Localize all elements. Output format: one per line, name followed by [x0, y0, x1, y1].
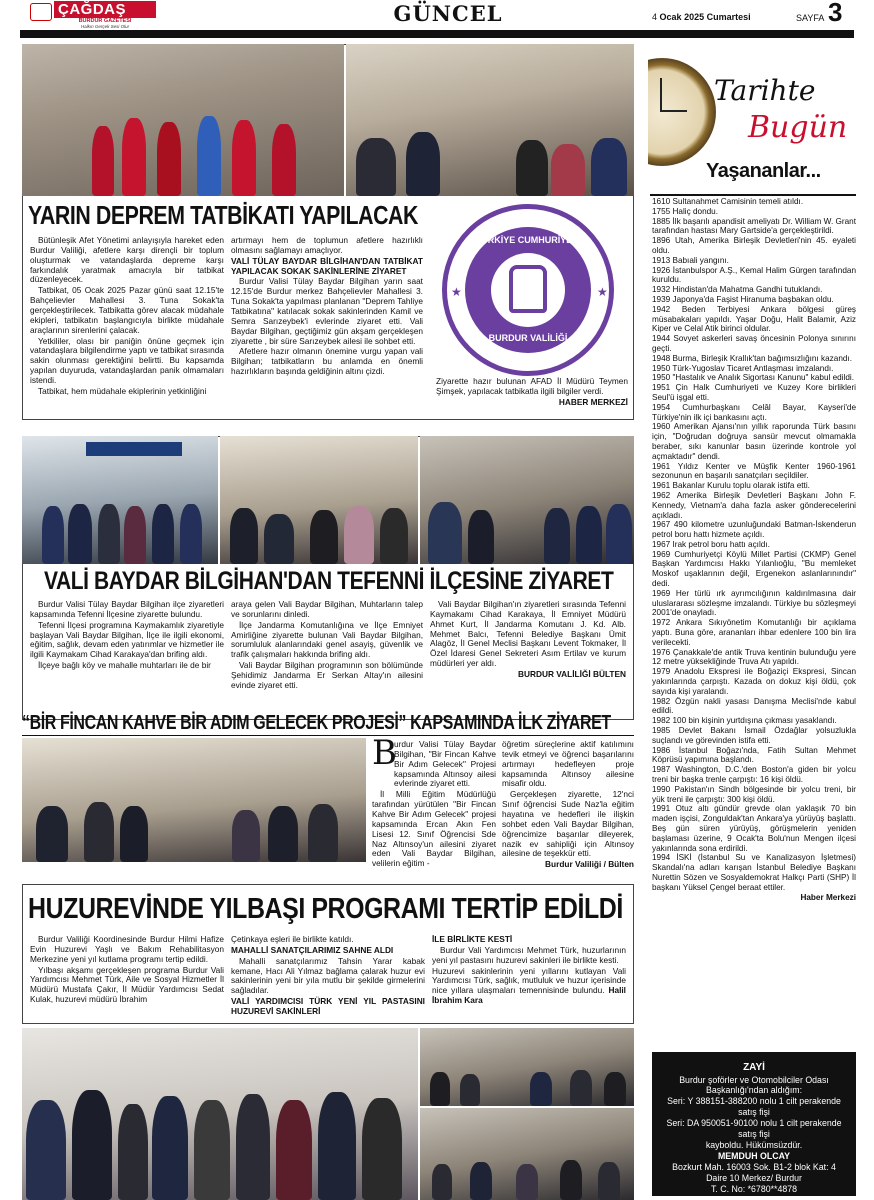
issue-date: [652, 12, 751, 23]
tarihte-entry: 1942 Beden Terbiyesi Ankara bölgesi güreş müsabakaları yapıldı. Yaşar Doğu, Halit Balamir, Aziz Kiper ve Celal Atik birinci oldular.: [652, 304, 856, 334]
logo-text: ÇAĞDAŞ: [54, 1, 156, 18]
tarihte-entry: 1969 Her türlü ırk ayrımcılığının kaldırılmasına dair uluslararası sözleşme imzalandı. Türkiye bu sözleşmeyi 2001'de onayladı.: [652, 588, 856, 618]
zayi-name: MEMDUH OLCAY: [717, 1151, 790, 1162]
article1-caption-text: Ziyarette hazır bulunan AFAD İl Müdürü Teymen Şimşek, yapılacak tatbikatla ilgili bilgiler verdi.: [436, 376, 628, 396]
photo-nursing-home-hall: [420, 1028, 634, 1106]
article2-p1: Burdur Valisi Tülay Baydar Bilgihan ilçe ziyaretleri kapsamında Tefenni İlçesine ziyarette bulundu.: [30, 599, 224, 619]
article1-signature: HABER MERKEZİ: [558, 396, 628, 407]
article1-caption: [436, 377, 628, 409]
tarihte-entry: 1932 Hindistan'da Mahatma Gandhi tutuklandı.: [652, 285, 823, 295]
photo-nursing-home-residents: [420, 1108, 634, 1200]
seal-bottom-text: BURDUR VALİLİĞİ: [488, 333, 568, 343]
article1-p2: Tatbikat, 05 Ocak 2025 Pazar günü saat 12.15'te Bahçelievler Mahallesi 3. Tuna Sokak'ta gerçekleştirilecek. Tatbikatta görev alacak müdahale ekipleri, tatbikatın başlangıcıyla birlikte müdahale araçlarının sirenlerini çalacak.: [30, 285, 224, 335]
tarihte-entry: 1610 Sultanahmet Camisinin temeli atıldı.: [652, 197, 804, 206]
zayi-line-6: satış fişi: [738, 1129, 770, 1140]
article3-p4: Gerçekleşen ziyarette, 12'nci Sınıf öğrencisi Sude Naz'la eğitim hayatına ve hedefleri ile ilişkin sohbet eden Vali Baydar Bilgihan, öğrencimize başarılar dileyerek, nazik ev sahipliği için Altınsoy ailesine de teşekkür etti.: [502, 789, 634, 859]
tarihte-entry: 1987 Washington, D.C.'den Boston'a giden bir yolcu treni bir başka trenle çarpıştı: 16 kişi öldü.: [652, 765, 856, 785]
article2-p2: Tefenni İlçesi programına Kaymakamlık ziyaretiyle başlayan Vali Baydar Bilgihan, İlçe ile ilgili ekonomi, eğitim, sağlık, devam eden yatırımlar ve hizmetler ile ilgili Kaymakam Cihad Karakaya'dan brifing aldı.: [30, 619, 224, 660]
article4-col3: [432, 935, 626, 1006]
zayi-line-1: Burdur şoförler ve Otomobilciler Odası: [679, 1074, 829, 1085]
tarihte-entry: 1885 İlk başarılı apandisit ameliyatı Dr. William W. Grant tarafından hastası Mary Gartside'a gerçekleştirildi.: [652, 216, 856, 236]
tarihte-entry: 1950 "Hastalık ve Analık Sigortası Kanunu" kabul edildi.: [652, 373, 854, 383]
article2-p5: İlçe Jandarma Komutanlığına ve İlçe Emniyet Amirliğine ziyarette bulunan Vali Baydar Bilgihan, sorumluluk alanlarındaki genel asayiş, güvenlik ve trafik çalışmaları hakkında brifing aldı.: [231, 619, 423, 660]
headline-earthquake-drill: YARIN DEPREM TATBİKATI YAPILACAK: [28, 200, 419, 230]
zayi-line-2: Başkanlığı'ndan aldığım:: [705, 1085, 803, 1096]
article4-p4: Mahalli sanatçılarımız Tahsin Yarar kabak kemane, Hacı Ali Yılmaz bağlama çalarak huzur evi sakinlerinin yeni bir yıla mutlu bir şekilde girmelerini sağladılar.: [231, 955, 425, 996]
photo-rescue-team: [22, 44, 344, 196]
photo-altinsoy-visit: [22, 738, 366, 862]
page-number: 3: [828, 0, 843, 27]
zayi-address-3: T. C. No: *6780**4878: [710, 1184, 798, 1195]
tarihte-entry: 1991 Otuz altı gündür grevde olan yaklaşık 70 bin maden işçisi, Zonguldak'tan Ankara'ya yürüyüş başlattı. Beş gün süren yürüyüş, görüşmelerin yeniden başlaması üzerine, 9 Ocak'ta Bolu'nun Mengen ilçesi yakınlarında sona erdirildi.: [652, 804, 856, 853]
tarihte-entry: 1951 Çin Halk Cumhuriyeti ve Kuzey Kore birlikleri Seul'ü işgal etti.: [652, 383, 856, 402]
zayi-address-2: Daire 10 Merkez/ Burdur: [706, 1173, 802, 1184]
article4-p2: Yılbaşı akşamı gerçekleşen programa Burdur Vali Yardımcısı Mehmet Türk, Aile ve Sosyal Hizmetler İl Müdürü Mustafa Çakır, İl Müdür Yardımcısı Sedat Kulak, huzurevi müdürü İbrahim: [30, 964, 224, 1005]
article1-p7: Afetlere hazır olmanın önemine vurgu yapan vali Bilgihan; tatbikatların bu anlamda en önemli hazırlıkların başında geldiğinin altını çizdi.: [231, 346, 423, 377]
article2-col3: [430, 600, 626, 681]
article2-p6: Vali Baydar Bilgihan programının son bölümünde Şehidimiz Jandarma Er Serkan Altay'ın ailesini evinde ziyaret etti.: [231, 660, 423, 690]
article3-col2: [502, 740, 634, 871]
tarihte-entry: 1755 Haliç dondu.: [652, 206, 719, 216]
article1-p6: Burdur Valisi Tülay Baydar Bilgihan yarın saat 12.15'de Burdur merkez Bahçelievler Mahallesi 3. Tuna Sokak'ta yapılması planlanan "Deprem Tahliye Tatbikatına" katılacak sokak sakinlerinden Kamil ve Semra Sarızeybek'i evlerinde ziyaret etti. Vali Baydar Bilgihan, geçtiğimiz gün akşam gerçekleşen ziyarette , bir süre Sarızeybek ailesi ile sohbet etti.: [231, 276, 423, 346]
page-label: SAYFA: [796, 13, 825, 23]
article3-p1: urdur Valisi Tülay Baydar Bilgihan, "Bir Fincan Kahve Bir Adım Gelecek" Projesi kapsamında Altınsoy ailesi evlerinde ziyaret etti.: [394, 739, 496, 789]
tarihte-entry: 1982 100 bin kişinin yurtdışına çıkması yasaklandı.: [652, 716, 837, 726]
date-day: 4: [652, 12, 658, 22]
seal-top-text: TÜRKİYE CUMHURİYETİ: [475, 235, 581, 245]
article3-rule: [22, 735, 634, 736]
article1-subhead: VALİ TÜLAY BAYDAR BİLGİHAN'DAN TATBİKAT YAPILACAK SOKAK SAKİNLERİNE ZİYARET: [231, 255, 423, 276]
zayi-line-7: kayboldu. Hükümsüzdür.: [705, 1140, 803, 1151]
tarihte-entries: [652, 197, 856, 1040]
article4-p3: Çetinkaya eşleri ile birlikte katıldı.: [231, 934, 354, 944]
article4-subhead1: MAHALLİ SANATÇILARIMIZ SAHNE ALDI: [231, 944, 394, 955]
article4-p1: Burdur Valiliği Koordinesinde Burdur Hilmi Hafize Evin Huzurevi Yaşlı ve Bakım Rehabilitasyon Merkezine yeni yıl kutlama programı tertip edildi.: [30, 934, 224, 964]
headline-nursing-home: HUZUREVİNDE YILBAŞI PROGRAMI TERTİP EDİLDİ: [28, 893, 623, 925]
tarihte-entry: 1979 Anadolu Ekspresi ile Boğaziçi Ekspresi, Sincan yakınlarında çarpıştı. Kazada on dokuz kişi öldü, çok sayıda kişi yaralandı.: [652, 667, 856, 696]
photo-nursing-home-group: [22, 1028, 418, 1200]
tarihte-title: Tarihte: [714, 74, 816, 107]
tarihte-entry: 1982 Özgün nakli yasası Danışma Meclisi'nde kabul edildi.: [652, 696, 856, 716]
date-month: Ocak: [659, 12, 682, 22]
article3-signature: Burdur Valiliği / Bülten: [545, 859, 634, 870]
tarihte-entry: 1896 Utah, Amerika Birleşik Devletleri'nin 45. eyaleti oldu.: [652, 236, 856, 255]
tarihte-entry: 1994 İSKİ (İstanbul Su ve Kanalizasyon İşletmesi) Skandalı'na adları karışan İstanbul Belediye Başkanı Nurettin Sözen ve Sosyaldemokrat Halkçı Parti (SHP) İl başkanı Yüksel Çengel beraat ettiler.: [652, 853, 856, 892]
pocket-watch-icon: [648, 58, 716, 166]
date-rest: 2025 Cumartesi: [684, 12, 751, 22]
tarihte-entry: 1972 Ankara Sıkıyönetim Komutanlığı bir açıklama yaptı. Buna göre, arananları ihbar edenlere 100 bin lira verilecekti.: [652, 618, 856, 647]
zayi-title: ZAYİ: [743, 1062, 765, 1073]
tarihte-bugun-banner: [648, 44, 856, 194]
tarihte-entry: 1967 Irak petrol boru hattı açıldı.: [652, 539, 770, 549]
bugun-title: Bugün: [748, 110, 848, 145]
masthead-rule: [20, 30, 854, 38]
article1-col2: [231, 236, 423, 378]
article2-signature: BURDUR VALİLİĞİ BÜLTEN: [517, 669, 626, 680]
zayi-line-5: Seri: DA 950051-90100 nolu 1 cilt perakende: [666, 1118, 842, 1129]
photo-meeting-table: [420, 436, 634, 564]
photo-family-visit: [220, 436, 418, 564]
article4-col1: [30, 935, 224, 1006]
tarihte-entry: 1954 Cumhurbaşkanı Celâl Bayar, Kayseri'de Türkiye'nin ilk içi bankasını açtı.: [652, 402, 856, 422]
article1-col1: [30, 236, 224, 398]
tarihte-entry: 1944 Sovyet askerleri savaş öncesinin Polonya sınırını geçti.: [652, 334, 856, 353]
tarihte-entry: 1986 İstanbul Boğazı'nda, Fatih Sultan Mehmet Köprüsü yapımına başlandı.: [652, 745, 856, 765]
article2-col1: [30, 600, 224, 672]
tarihte-entry: 1990 Pakistan'ın Sindh bölgesinde bir yolcu treni, bir yük treni ile çarpıştı: 300 kişi öldü.: [652, 784, 856, 804]
article3-dropcap: B: [372, 733, 397, 773]
tarihte-entry: 1939 Japonya'da Faşist Hiranuma başbakan oldu.: [652, 294, 834, 304]
headline-tefenni-visit: VALİ BAYDAR BİLGİHAN'DAN TEFENNİ İLÇESİNE ZİYARET: [44, 567, 614, 595]
zayi-notice: [652, 1052, 856, 1196]
zayi-line-4: satış fişi: [738, 1107, 770, 1118]
logo-emblem: [30, 3, 52, 21]
article4-p6: Huzurevi sakinlerinin yeni yıllarını kutlayan Vali Yardımcısı Türk, sağlık, mutluluk ve huzur içerisinde nice yıllara ulaşmaları temennisinde bulundu.: [432, 965, 626, 996]
article4-subhead3: İLE BİRLİKTE KESTİ: [432, 934, 513, 944]
article3-p3: öğretim süreçlerine aktif katılımını tevik etmeyi ve öğrenci başarılarını artırmayı hedefleyen proje kapsamında Altınsoy ailesine misafir oldu.: [502, 739, 634, 789]
tarihte-rule: [650, 194, 856, 196]
article4-signature: Halil İbrahim Kara: [432, 985, 626, 1006]
section-title: GÜNCEL: [393, 1, 503, 26]
article2-p7: Vali Baydar Bilgihan'ın ziyaretleri sırasında Tefenni Kaymakamı Cihad Karakaya, İl Emniyet Müdürü Ahmet Kurt, İl Jandarma Komutanı J. Kd. Alb. Mehmet Balcı, Tefenni Belediye Başkanı Ümit Alagöz, İl Genel Meclisi Başkanı Levent Tokmaker, İl Özel İdaresi Genel Sekreteri Asım Ertilav ve kurum müdürleri yer aldı.: [430, 599, 626, 669]
tarihte-entry: 1961 Bakanlar Kurulu toplu olarak istifa etti.: [652, 481, 810, 491]
tarihte-entry: 1913 Babıali yangını.: [652, 255, 729, 265]
newspaper-logo: [30, 1, 156, 27]
article2-col2: [231, 600, 423, 692]
tarihte-entry: 1976 Çanakkale'de antik Truva kentinin bulunduğu yere 12 metre yüksekliğinde Truva Atı yapıldı.: [652, 647, 856, 667]
tarihte-signature: Haber Merkezi: [800, 892, 856, 902]
tarihte-entry: 1950 Türk-Yugoslav Ticaret Antlaşması imzalandı.: [652, 363, 834, 373]
tarihte-entry: 1961 Yıldız Kenter ve Müşfik Kenter 1960-1961 sezonunun en başarılı sanatçıları seçildiler.: [652, 461, 856, 481]
seal-star-right-icon: ★: [597, 285, 608, 299]
article1-p4: Tatbikat, hem müdahale ekiplerinin yetkinliğini: [38, 385, 207, 396]
article3-col1: [372, 740, 496, 870]
tarihte-subtitle: Yaşananlar...: [706, 160, 821, 182]
tarihte-entry: 1960 Amerikan Ajansı'nın yıllık raporunda Türk basını için, "Doğrudan doğruya sansür mevcut olmamakla beraber, sıkı kanunlar basın üzerinde kontrole yol açmaktadır" dendi.: [652, 422, 856, 461]
tarihte-entry: 1985 Devlet Bakanı İsmail Özdağlar yolsuzlukla suçlandı ve görevinden istifa etti.: [652, 726, 856, 745]
article2-p4: araya gelen Vali Baydar Bilgihan, Muhtarların talep ve sorunlarını dinledi.: [231, 599, 423, 619]
article1-p5: artırmayı hem de toplumun afetlere hazırlıklı olmasını sağlamayı amaçlıyor.: [231, 235, 423, 255]
tarihte-entry: 1962 Amerika Birleşik Devletleri Başkanı John F. Kennedy, Vietnam'a daha fazla asker gönderecelerini açıkladı.: [652, 490, 856, 520]
photo-home-visit: [346, 44, 634, 196]
article2-p3: İlçeye bağlı köy ve mahalle muhtarları ile de bir: [38, 660, 211, 671]
tarihte-entry: 1967 490 kilometre uzunluğundaki Batman-İskenderun petrol boru hattı hizmete açıldı.: [652, 520, 856, 540]
article1-p1: Bütünleşik Afet Yönetimi anlayışıyla hareket eden Burdur Valiliği, afetlere karşı dirençli bir toplum oluşturmak ve vatandaşlarda depreme karşı farkındalık yaratmak amacıyla bir tatbikat düzenleyecek.: [30, 235, 224, 285]
logo-subtitle: BURDUR GAZETESİ: [78, 18, 132, 24]
burdur-valiligi-seal: [442, 204, 614, 376]
tarihte-entry: 1948 Burma, Birleşik Krallık'tan bağımsızlığını kazandı.: [652, 353, 852, 363]
tarihte-entry: 1926 İstanbulspor A.Ş., Kemal Halim Gürgen tarafından kuruldu.: [652, 265, 856, 285]
article3-p2: İl Milli Eğitim Müdürlüğü tarafından yürütülen "Bir Fincan Kahve Bir Adım Gelecek" projesi kapsamında Ercan Akın Fen Lisesi 12. Sınıf Öğrencisi Sde Naz Altınsoy'un ailesini ziyaret eden Vali Baydar Bilgihan, velilerin eğitim -: [372, 789, 496, 869]
headline-coffee-project: “BİR FİNCAN KAHVE BİR ADIM GELECEK PROJESİ” KAPSAMINDA İLK ZİYARET: [22, 712, 611, 734]
zayi-address-1: Bozkurt Mah. 16003 Sok. B1-2 blok Kat: 4: [672, 1162, 836, 1173]
seal-star-left-icon: ★: [451, 285, 462, 299]
article4-col2: [231, 935, 425, 1018]
article4-subhead2: VALİ YARDIMCISI TÜRK YENİ YIL PASTASINI HUZUREVİ SAKİNLERİ: [231, 996, 425, 1017]
logo-tagline: Halkın Gerçek Sesi Olur: [80, 24, 130, 29]
article4-p5: Burdur Vali Yardımcısı Mehmet Türk, huzurlarının yeni yıl pastasını huzurevi sakinleri ile birlikte kesti.: [432, 944, 626, 965]
tarihte-entry: 1969 Cumhuriyetçi Köylü Millet Partisi (CKMP) Genel Başkan Yardımcısı Hakkı Yılanlıoğlu, "Bu memleket Moskof uşaklarının değil, Ergenekon aslanlarınındır" dedi.: [652, 549, 856, 589]
seal-emblem-mark: [509, 265, 547, 313]
zayi-line-3: Seri: Y 388151-388200 nolu 1 cilt perakende: [667, 1096, 841, 1107]
article1-p3: Yetkililer, olası bir paniğin önüne geçmek için vatandaşlara bilgilendirme yaptı ve tatbikat sırasında sakin olunması gerektiğini belirtti. Bu kapsamda yapılan duyuruda, vatandaşlardan panik olmamaları istendi.: [30, 335, 224, 386]
photo-jandarma-group: [22, 436, 218, 564]
